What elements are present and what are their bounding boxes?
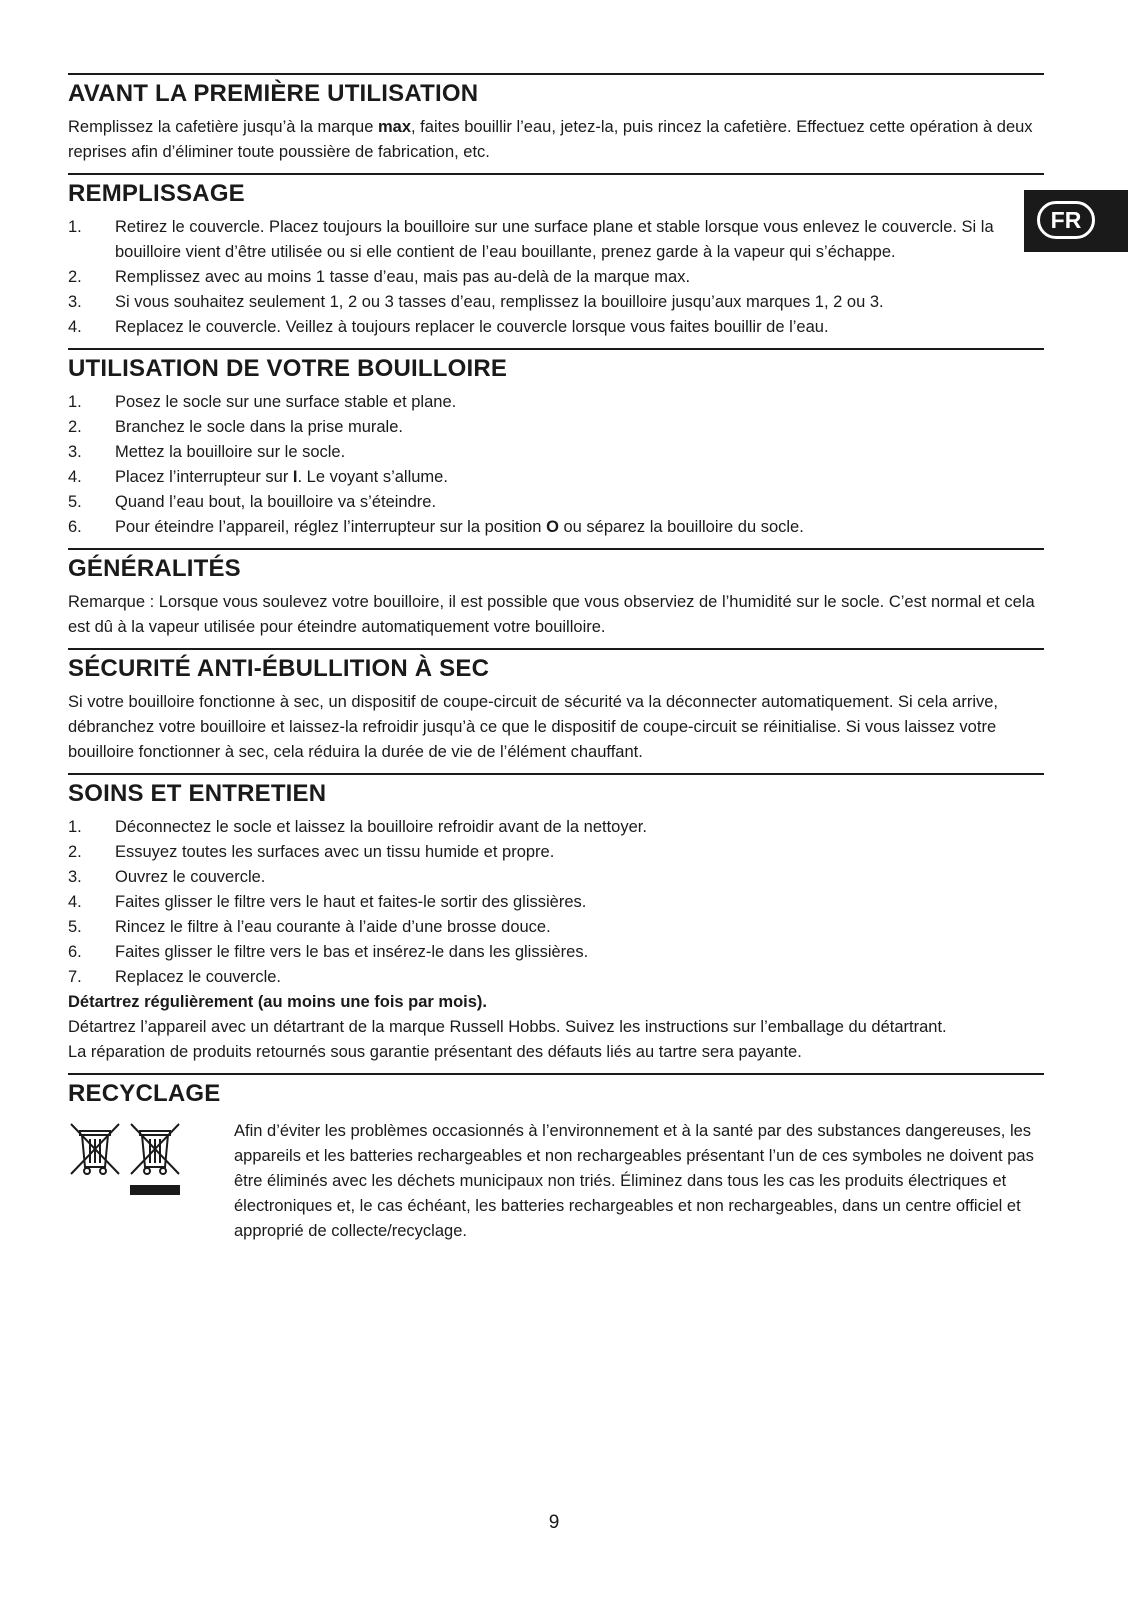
list-text: Branchez le socle dans la prise murale.	[115, 418, 403, 436]
list-text: Mettez la bouilloire sur le socle.	[115, 443, 346, 461]
list-number: 4.	[68, 893, 82, 911]
bold-text-run: I	[292, 468, 298, 486]
list-number: 3.	[68, 293, 82, 311]
section-title: RECYCLAGE	[68, 1080, 221, 1107]
numbered-list	[68, 215, 1044, 340]
section-title: GÉNÉRALITÉS	[68, 555, 241, 582]
list-item	[68, 440, 1044, 465]
list-text: Ouvrez le couvercle.	[115, 868, 266, 886]
list-item	[68, 840, 1044, 865]
list-text: Rincez le filtre à l’eau courante à l’aide d’une brosse douce.	[115, 918, 551, 936]
list-item	[68, 915, 1044, 940]
section-paragraph: Remarque : Lorsque vous soulevez votre bouilloire, il est possible que vous observiez de l’humidité sur le socle. C’est normal et cela est dû à la vapeur utilisée pour éteindre automatiquement votre bouilloire.	[68, 593, 1035, 636]
list-number: 6.	[68, 943, 82, 961]
list-text: Essuyez toutes les surfaces avec un tissu humide et propre.	[115, 843, 555, 861]
recycling-icons	[68, 1119, 234, 1244]
list-item	[68, 265, 1044, 290]
bold-text-run: max	[377, 118, 412, 136]
list-number: 4.	[68, 318, 82, 336]
list-number: 1.	[68, 393, 82, 411]
list-item	[68, 815, 1044, 840]
list-item	[68, 890, 1044, 915]
list-text: Quand l’eau bout, la bouilloire va s’éteindre.	[115, 493, 437, 511]
list-number: 1.	[68, 818, 82, 836]
list-text: Déconnectez le socle et laissez la bouilloire refroidir avant de la nettoyer.	[115, 818, 647, 836]
page-number: 9	[548, 1512, 560, 1533]
list-text: Si vous souhaitez seulement 1, 2 ou 3 tasses d’eau, remplissez la bouilloire jusqu’aux marques 1, 2 ou 3.	[115, 293, 884, 311]
list-number: 1.	[68, 218, 82, 236]
list-number: 7.	[68, 968, 82, 986]
list-number: 3.	[68, 443, 82, 461]
list-text: Remplissez avec au moins 1 tasse d’eau, mais pas au-delà de la marque max.	[115, 268, 691, 286]
text-run: , faites bouillir l’eau, jetez-la, puis rincez la cafetière. Effectuez cette opération à deux reprises afin d’éliminer toute poussière de fabrication, etc.	[68, 118, 1033, 161]
list-number: 2.	[68, 268, 82, 286]
warranty-paragraph: La réparation de produits retournés sous garantie présentant des défauts liés au tartre sera payante.	[68, 1043, 802, 1061]
section-recyclage	[68, 1073, 1044, 1244]
list-item	[68, 215, 1044, 265]
section-paragraph	[68, 115, 1044, 165]
section-title: REMPLISSAGE	[68, 180, 245, 207]
list-text: Faites glisser le filtre vers le haut et faites-le sortir des glissières.	[115, 893, 587, 911]
list-text: . Le voyant s’allume.	[297, 468, 448, 486]
list-text: Replacez le couvercle.	[115, 968, 281, 986]
bold-text-run: O	[546, 518, 559, 536]
section-securite-anti-ebullition	[68, 648, 1044, 765]
list-number: 3.	[68, 868, 82, 886]
page-content	[68, 73, 1044, 1244]
list-item	[68, 940, 1044, 965]
list-item	[68, 465, 1044, 490]
list-item	[68, 865, 1044, 890]
numbered-list	[68, 815, 1044, 990]
section-remplissage	[68, 173, 1044, 340]
list-text: Retirez le couvercle. Placez toujours la bouilloire sur une surface plane et stable lorsque vous enlevez le couvercle. Si la bouilloire vient d’être utilisée ou si elle contient de l’eau bouillante, prenez garde à la vapeur qui s’échappe.	[115, 218, 994, 261]
section-soins-entretien	[68, 773, 1044, 1065]
list-number: 5.	[68, 493, 82, 511]
list-number: 2.	[68, 843, 82, 861]
list-number: 6.	[68, 518, 82, 536]
descale-heading: Détartrez régulièrement (au moins une fois par mois).	[68, 993, 488, 1011]
section-paragraph: Si votre bouilloire fonctionne à sec, un dispositif de coupe-circuit de sécurité va la déconnecter automatiquement. Si cela arrive, débranchez votre bouilloire et laissez-la refroidir jusqu’à ce que le dispositif de coupe-circuit se réinitialise. Si vous laissez votre bouilloire fonctionner à sec, cela réduira la durée de vie de l’élément chauffant.	[68, 693, 999, 761]
list-text: ou séparez la bouilloire du socle.	[558, 518, 804, 536]
numbered-list	[68, 390, 1044, 540]
list-item	[68, 390, 1044, 415]
section-title: SÉCURITÉ ANTI-ÉBULLITION À SEC	[68, 655, 490, 682]
list-number: 5.	[68, 918, 82, 936]
list-text: Faites glisser le filtre vers le bas et insérez-le dans les glissières.	[115, 943, 589, 961]
text-run: Remplissez la cafetière jusqu’à la marque	[68, 118, 378, 136]
list-text: Pour éteindre l’appareil, réglez l’interrupteur sur la position	[115, 518, 547, 536]
list-item	[68, 315, 1044, 340]
list-item	[68, 415, 1044, 440]
section-title: UTILISATION DE VOTRE BOUILLOIRE	[68, 355, 508, 382]
language-badge: FR	[1037, 201, 1095, 239]
list-item	[68, 490, 1044, 515]
list-number: 4.	[68, 468, 82, 486]
crossed-out-wheelie-bin-icon	[68, 1121, 122, 1177]
section-utilisation	[68, 348, 1044, 540]
list-text: Replacez le couvercle. Veillez à toujours replacer le couvercle lorsque vous faites bouillir de l’eau.	[115, 318, 829, 336]
list-item	[68, 965, 1044, 990]
section-title: SOINS ET ENTRETIEN	[68, 780, 327, 807]
crossed-out-wheelie-bin-with-bar-icon	[128, 1121, 182, 1199]
descale-paragraph: Détartrez l’appareil avec un détartrant de la marque Russell Hobbs. Suivez les instructions sur l’emballage du détartrant.	[68, 1018, 947, 1036]
list-text: Placez l’interrupteur sur	[115, 468, 293, 486]
recycling-paragraph: Afin d’éviter les problèmes occasionnés à l’environnement et à la santé par des substances dangereuses, les appareils et les batteries rechargeables et non rechargeables présentant l’un de ces symboles ne doivent pas être éliminés avec les déchets municipaux non triés. Éliminez dans tous les cas les produits électriques et électroniques et, le cas échéant, les batteries rechargeables et non rechargeables, dans un centre officiel et approprié de collecte/recyclage.	[234, 1122, 1034, 1240]
list-text: Posez le socle sur une surface stable et plane.	[115, 393, 457, 411]
list-item	[68, 290, 1044, 315]
recycling-row	[68, 1119, 1044, 1244]
section-generalites	[68, 548, 1044, 640]
list-number: 2.	[68, 418, 82, 436]
list-item	[68, 515, 1044, 540]
section-title: AVANT LA PREMIÈRE UTILISATION	[68, 80, 479, 107]
section-avant-premiere-utilisation	[68, 73, 1044, 165]
